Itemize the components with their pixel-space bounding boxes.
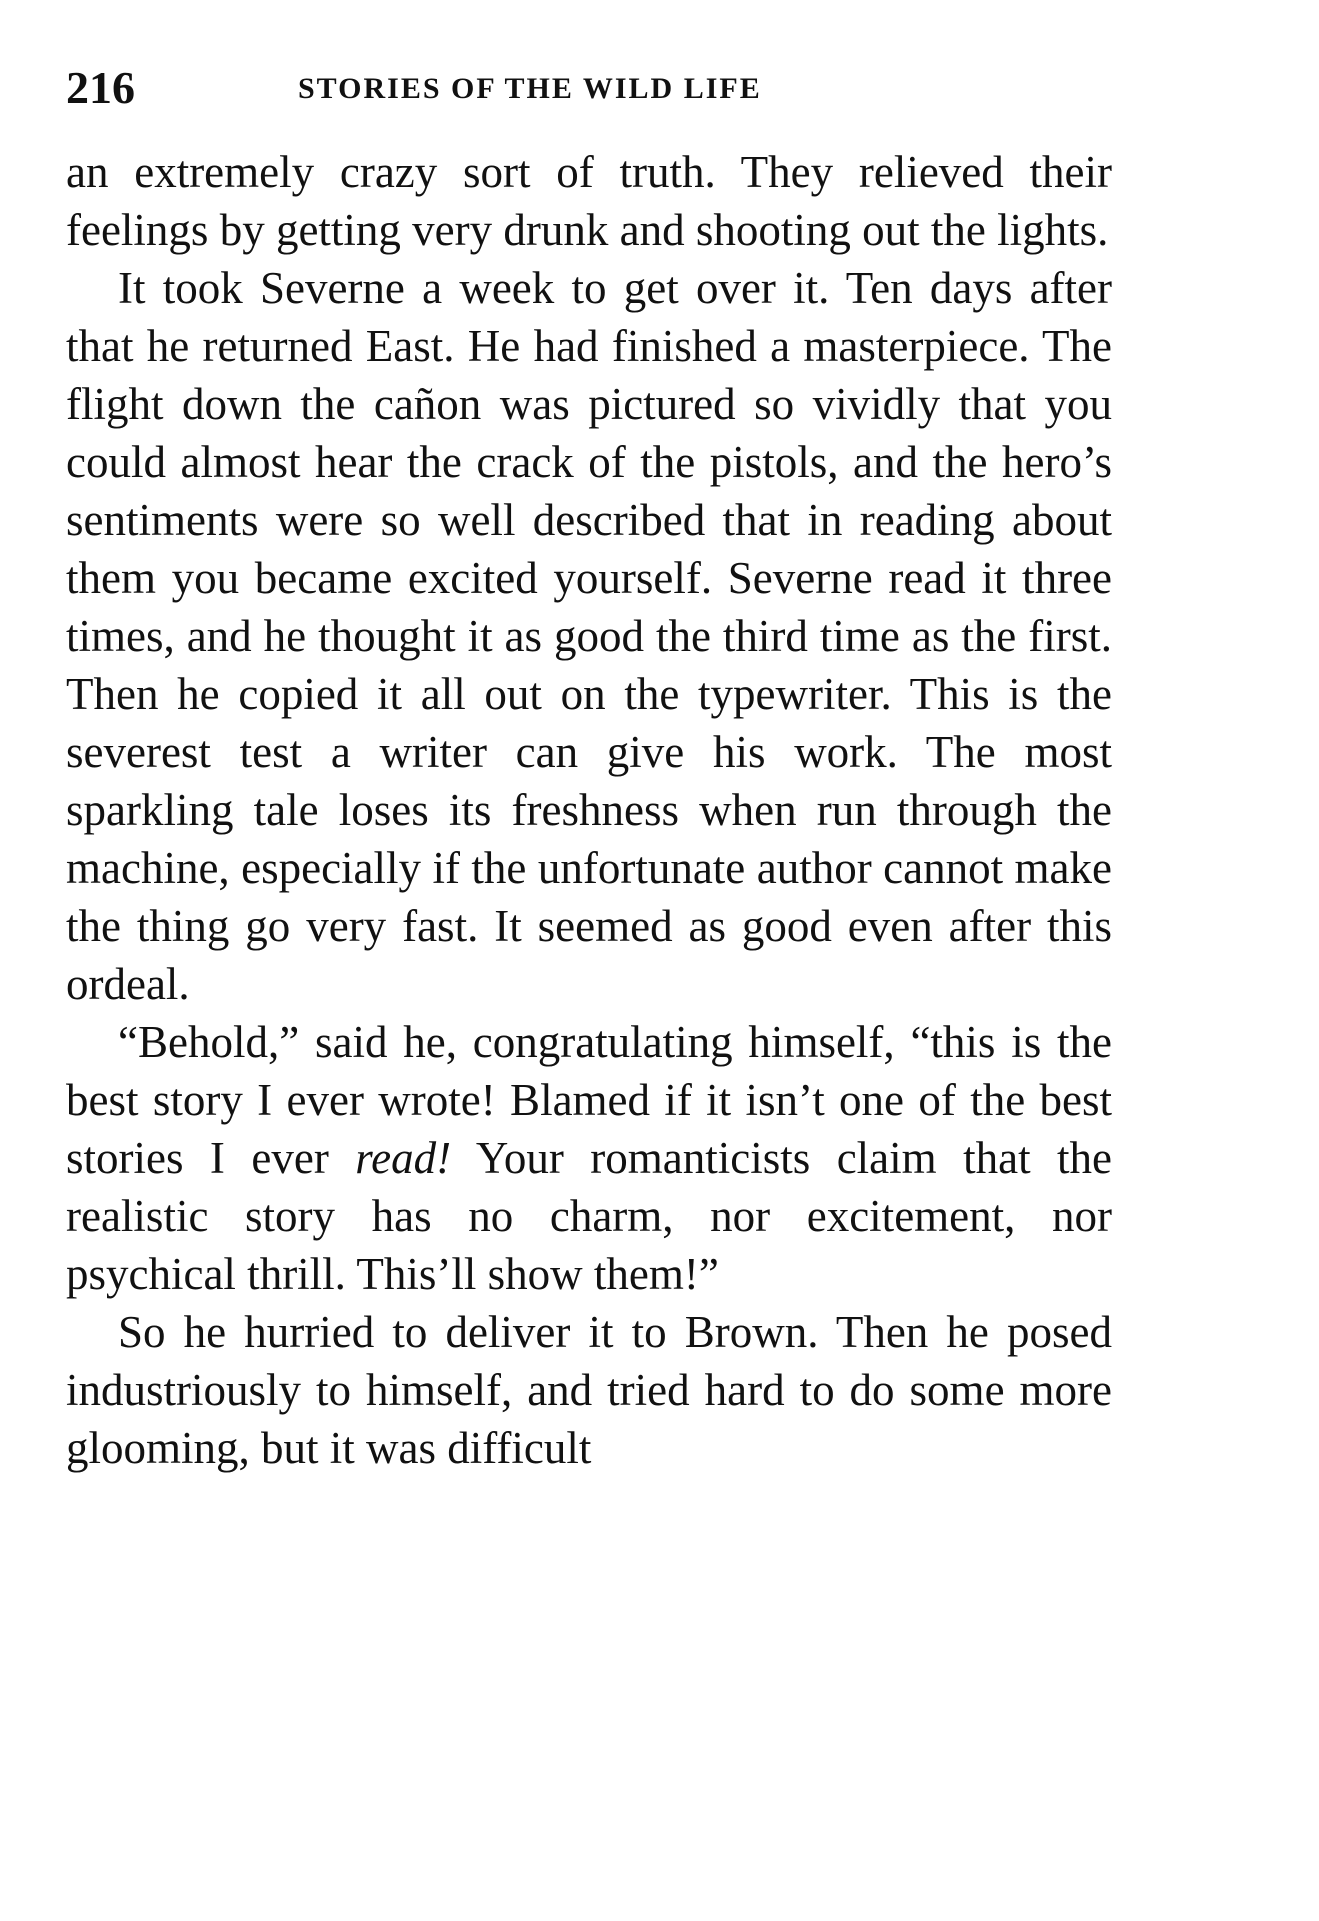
running-title: STORIES OF THE WILD LIFE (298, 72, 762, 105)
page-number: 216 (66, 62, 135, 113)
page-header (66, 58, 1116, 118)
body-text (66, 143, 1112, 1477)
behold-text-before: “Behold,” said he, congratulating himself, “this is the best story I ever wrote! Blamed if it isn’t one of the best stories I ever (66, 1017, 1112, 1183)
paragraph-behold (66, 1013, 1112, 1303)
paragraph-continuation: an extremely crazy sort of truth. They relieved their feelings by getting very drunk and shooting out the lights. (66, 147, 1112, 255)
paragraph-severne-week: It took Severne a week to get over it. Ten days after that he returned East. He had finished a masterpiece. The flight down the cañon was pictured so vividly that you could almost hear the crack of the pistols, and the hero’s sentiments were so well described that in reading about them you became excited yourself. Severne read it three times, and he thought it as good the third time as the first. Then he copied it all out on the typewriter. This is the severest test a writer can give his work. The most sparkling tale loses its freshness when run through the machine, especially if the unfortunate author cannot make the thing go very fast. It seemed as good even after this ordeal. (66, 263, 1112, 1009)
behold-emphasis: read! (355, 1133, 452, 1183)
paragraph-hurried: So he hurried to deliver it to Brown. Then he posed industriously to himself, and tried hard to do some more glooming, but it was difficult (66, 1307, 1112, 1473)
behold-text-after: Your romanticists claim that the realistic story has no charm, nor excitement, nor psychical thrill. This’ll show them!” (66, 1133, 1113, 1299)
